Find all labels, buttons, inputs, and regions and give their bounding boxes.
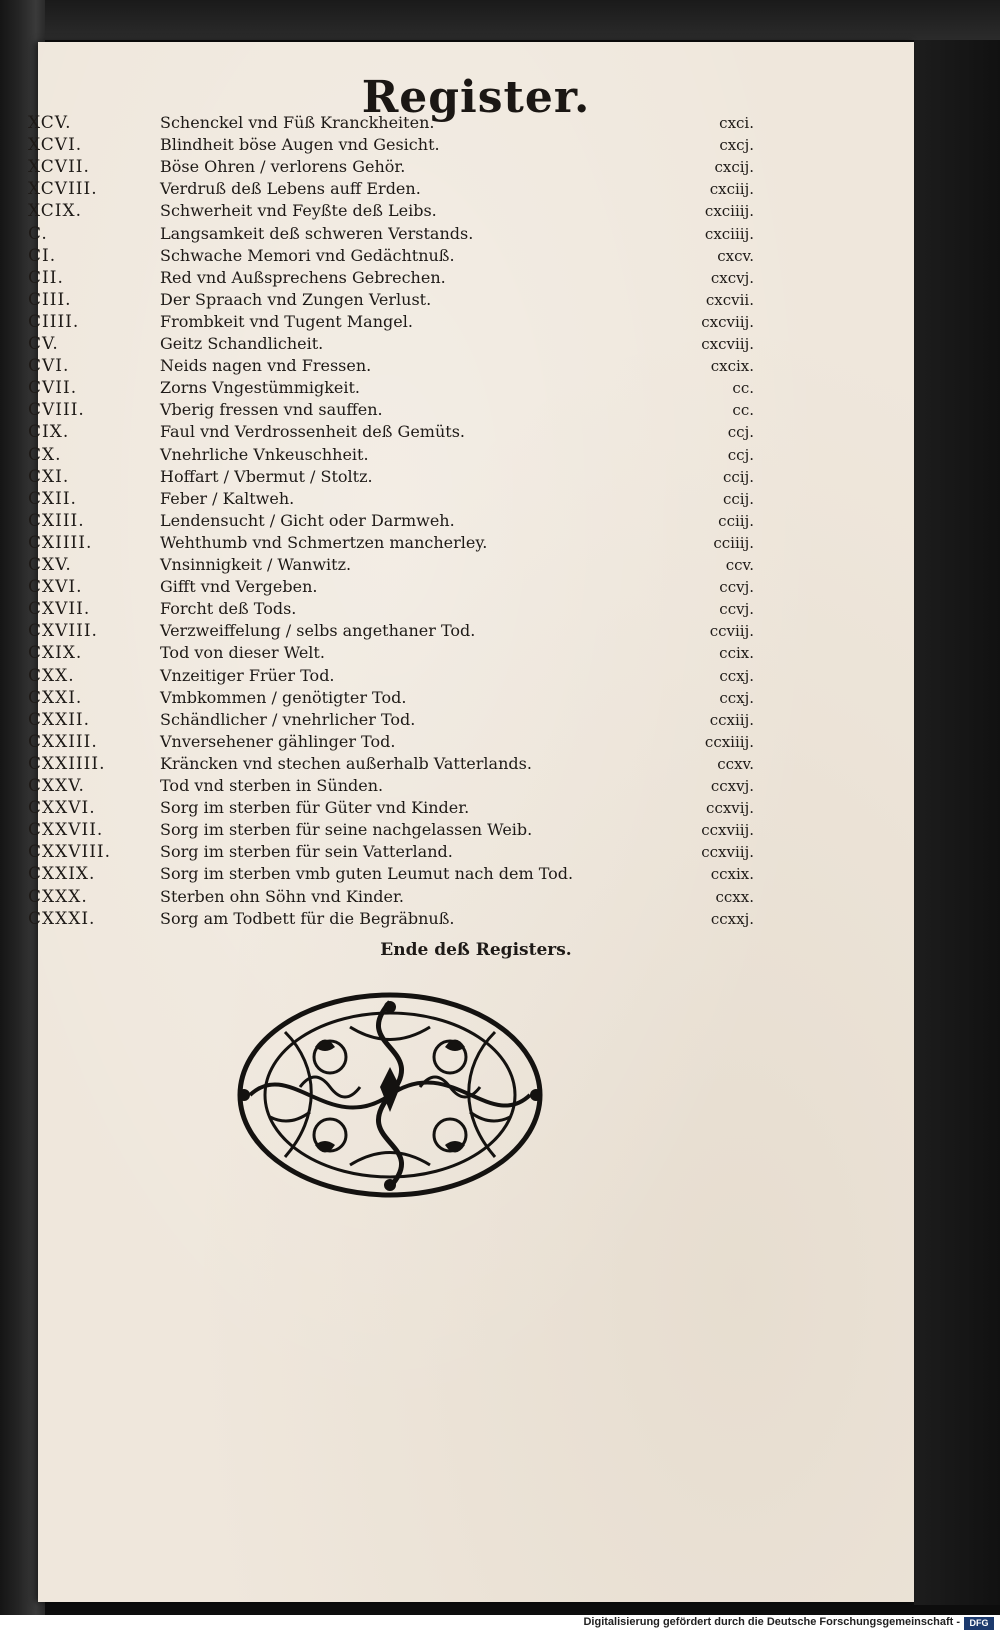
register-row xyxy=(28,421,914,443)
chapter-topic: Langsamkeit deß schweren Verstands. xyxy=(160,223,474,243)
register-row xyxy=(28,886,914,908)
page-reference: ccix. xyxy=(719,644,754,663)
chapter-topic: Neids nagen vnd Fressen. xyxy=(160,356,372,376)
register-row xyxy=(28,156,914,178)
page-reference: ccxiiij. xyxy=(704,732,754,751)
end-of-register: Ende deß Registers. xyxy=(380,940,572,960)
chapter-number: CXXX. xyxy=(28,886,88,907)
page-reference: ccxv. xyxy=(717,754,754,773)
register-row xyxy=(28,178,914,200)
register-row xyxy=(28,863,914,885)
chapter-topic: Vnsinnigkeit / Wanwitz. xyxy=(160,555,352,574)
chapter-number: CVI. xyxy=(28,356,70,377)
chapter-number: XCIX. xyxy=(28,201,83,222)
chapter-number: CXII. xyxy=(28,488,77,509)
chapter-topic: Faul vnd Verdrossenheit deß Gemüts. xyxy=(160,422,465,442)
chapter-topic: Red vnd Außsprechens Gebrechen. xyxy=(160,267,446,287)
chapter-number: CIII. xyxy=(28,289,72,310)
chapter-number: CXXII. xyxy=(28,709,91,730)
chapter-topic: Verzweiffelung / selbs angethaner Tod. xyxy=(160,621,476,641)
chapter-number: XCVI. xyxy=(28,135,83,156)
chapter-topic: Blindheit böse Augen vnd Gesicht. xyxy=(160,135,440,155)
page-reference: ccj. xyxy=(727,445,754,464)
chapter-topic: Sorg im sterben für Güter vnd Kinder. xyxy=(160,798,470,818)
register-row xyxy=(28,841,914,863)
register-row xyxy=(28,377,914,399)
page-reference: cxcix. xyxy=(710,357,754,376)
chapter-number: CXVIII. xyxy=(28,621,98,642)
chapter-topic: Vberig fressen vnd sauffen. xyxy=(160,400,383,420)
register-row xyxy=(28,267,914,289)
register-row xyxy=(28,532,914,554)
page-reference: cciiij. xyxy=(713,533,754,552)
register-row xyxy=(28,245,914,267)
page-reference: ccviij. xyxy=(709,622,754,641)
chapter-topic: Vnzeitiger Früer Tod. xyxy=(160,665,335,685)
chapter-number: CXXVIII. xyxy=(28,842,112,863)
page-reference: cxcviij. xyxy=(701,312,754,331)
chapter-number: CXXXI. xyxy=(28,908,96,929)
chapter-topic: Forcht deß Tods. xyxy=(160,599,297,619)
chapter-topic: Vnehrliche Vnkeuschheit. xyxy=(160,444,369,464)
register-row xyxy=(28,908,914,930)
page-title: Register. xyxy=(361,72,591,123)
chapter-topic: Sorg im sterben für sein Vatterland. xyxy=(160,842,453,862)
register-row xyxy=(28,223,914,245)
chapter-topic: Schändlicher / vnehrlicher Tod. xyxy=(160,709,416,729)
footer-credit: Digitalisierung gefördert durch die Deutsche Forschungsgemeinschaft - xyxy=(583,1616,960,1628)
page-reference: cciij. xyxy=(718,511,754,530)
page-reference: ccij. xyxy=(722,489,754,508)
page-reference: cc. xyxy=(732,379,754,398)
page-reference: ccxix. xyxy=(710,865,754,884)
chapter-number: CXVI. xyxy=(28,577,83,598)
register-row xyxy=(28,665,914,687)
chapter-topic: Verdruß deß Lebens auff Erden. xyxy=(160,179,421,199)
chapter-topic: Tod vnd sterben in Sünden. xyxy=(160,776,384,795)
book-cover-top xyxy=(45,0,1000,40)
chapter-topic: Sterben ohn Söhn vnd Kinder. xyxy=(160,886,404,906)
chapter-number: CI. xyxy=(28,245,57,266)
chapter-topic: Sorg im sterben für seine nachgelassen Weib. xyxy=(160,820,533,840)
chapter-number: CX. xyxy=(28,444,62,465)
register-row xyxy=(28,598,914,620)
chapter-number: CXIX. xyxy=(28,643,83,664)
register-row xyxy=(28,797,914,819)
page-reference: cxciij. xyxy=(709,180,754,199)
page-reference: cxciiij. xyxy=(704,224,754,243)
chapter-topic: Schenckel vnd Füß Kranckheiten. xyxy=(160,113,435,132)
page-reference: ccxj. xyxy=(719,666,754,685)
chapter-topic: Sorg am Todbett für die Begräbnuß. xyxy=(160,908,455,928)
chapter-number: CXX. xyxy=(28,665,75,686)
page-reference: cxcviij. xyxy=(701,335,754,353)
page-reference: cxci. xyxy=(719,114,754,132)
chapter-number: CXIII. xyxy=(28,510,85,531)
register-row xyxy=(28,775,914,797)
register-row xyxy=(28,289,914,311)
page-reference: cxciiij. xyxy=(704,202,754,221)
footer-bar xyxy=(0,1615,1000,1632)
chapter-topic: Hoffart / Vbermut / Stoltz. xyxy=(160,466,373,486)
register-row xyxy=(28,488,914,510)
register-row xyxy=(28,311,914,333)
chapter-number: CXXIX. xyxy=(28,864,96,885)
chapter-topic: Schwerheit vnd Feyßte deß Leibs. xyxy=(160,201,437,221)
page-reference: ccxviij. xyxy=(701,821,754,840)
chapter-topic: Wehthumb vnd Schmertzen mancherley. xyxy=(160,532,488,552)
register-row xyxy=(28,576,914,598)
register-row xyxy=(28,819,914,841)
chapter-topic: Vmbkommen / genötigter Tod. xyxy=(160,687,407,707)
chapter-topic: Geitz Schandlicheit. xyxy=(160,334,324,353)
register-row xyxy=(28,620,914,642)
chapter-topic: Tod von dieser Welt. xyxy=(160,643,325,663)
chapter-number: CXI. xyxy=(28,466,70,487)
page-reference: ccxiij. xyxy=(709,710,754,729)
register-row xyxy=(28,333,914,355)
register-row xyxy=(28,134,914,156)
chapter-topic: Frombkeit vnd Tugent Mangel. xyxy=(160,311,413,331)
page-reference: ccxxj. xyxy=(710,909,754,928)
register-row xyxy=(28,554,914,576)
chapter-number: CXXI. xyxy=(28,687,83,708)
register-row xyxy=(28,731,914,753)
chapter-number: XCVIII. xyxy=(28,179,98,200)
chapter-number: CVII. xyxy=(28,378,78,399)
chapter-topic: Schwache Memori vnd Gedächtnuß. xyxy=(160,245,455,265)
page-reference: ccij. xyxy=(722,467,754,486)
page-reference: ccv. xyxy=(725,556,754,574)
page-reference: cxcij. xyxy=(714,158,754,177)
page-reference: cc. xyxy=(732,401,754,420)
register-row xyxy=(28,466,914,488)
chapter-topic: Der Spraach vnd Zungen Verlust. xyxy=(160,289,432,309)
register-row xyxy=(28,200,914,222)
chapter-number: CII. xyxy=(28,267,64,288)
chapter-number: CXXIIII. xyxy=(28,753,106,774)
book-page xyxy=(28,42,914,1602)
chapter-number: XCVII. xyxy=(28,157,90,178)
page-reference: cxcvj. xyxy=(710,268,754,287)
page-reference: cxcv. xyxy=(717,246,754,265)
chapter-number: CXXVI. xyxy=(28,798,96,819)
chapter-topic: Feber / Kaltweh. xyxy=(160,488,295,508)
page-reference: ccxj. xyxy=(719,688,754,707)
chapter-number: CXXIII. xyxy=(28,731,98,752)
chapter-number: C. xyxy=(28,223,48,244)
chapter-number: CVIII. xyxy=(28,400,85,421)
chapter-number: CXVII. xyxy=(28,599,91,620)
register-row xyxy=(28,355,914,377)
page-edge-shadow xyxy=(914,40,1000,1605)
chapter-topic: Böse Ohren / verlorens Gehör. xyxy=(160,157,406,177)
register-row xyxy=(28,709,914,731)
chapter-number: CXXV. xyxy=(28,776,85,796)
chapter-topic: Gifft vnd Vergeben. xyxy=(160,577,318,597)
chapter-number: XCV. xyxy=(28,113,72,133)
page-reference: ccxvj. xyxy=(710,777,754,795)
chapter-topic: Vnversehener gählinger Tod. xyxy=(160,731,396,751)
page-reference: ccj. xyxy=(727,423,754,442)
register-row xyxy=(28,687,914,709)
ornament-vignette xyxy=(230,987,550,1202)
register-row xyxy=(28,510,914,532)
chapter-number: CXXVII. xyxy=(28,820,104,841)
chapter-topic: Zorns Vngestümmigkeit. xyxy=(160,378,361,398)
page-reference: ccvj. xyxy=(719,600,754,619)
chapter-topic: Kräncken vnd stechen außerhalb Vatterlands. xyxy=(160,753,532,773)
chapter-number: CIX. xyxy=(28,422,70,443)
chapter-number: CV. xyxy=(28,334,59,354)
dfg-logo-icon: DFG xyxy=(964,1617,994,1630)
chapter-number: CXV. xyxy=(28,555,72,575)
register-row xyxy=(28,642,914,664)
chapter-topic: Sorg im sterben vmb guten Leumut nach dem Tod. xyxy=(160,864,574,884)
chapter-topic: Lendensucht / Gicht oder Darmweh. xyxy=(160,510,455,530)
register-row xyxy=(28,112,914,134)
page-reference: ccxviij. xyxy=(701,843,754,862)
chapter-number: CXIIII. xyxy=(28,532,93,553)
page-reference: ccxx. xyxy=(715,887,754,906)
page-reference: ccvj. xyxy=(719,578,754,597)
page-reference: ccxvij. xyxy=(706,799,754,818)
page-reference: cxcvii. xyxy=(705,290,754,309)
page-reference: cxcj. xyxy=(719,136,754,155)
chapter-number: CIIII. xyxy=(28,311,80,332)
register-row xyxy=(28,444,914,466)
register-row xyxy=(28,753,914,775)
register-row xyxy=(28,399,914,421)
